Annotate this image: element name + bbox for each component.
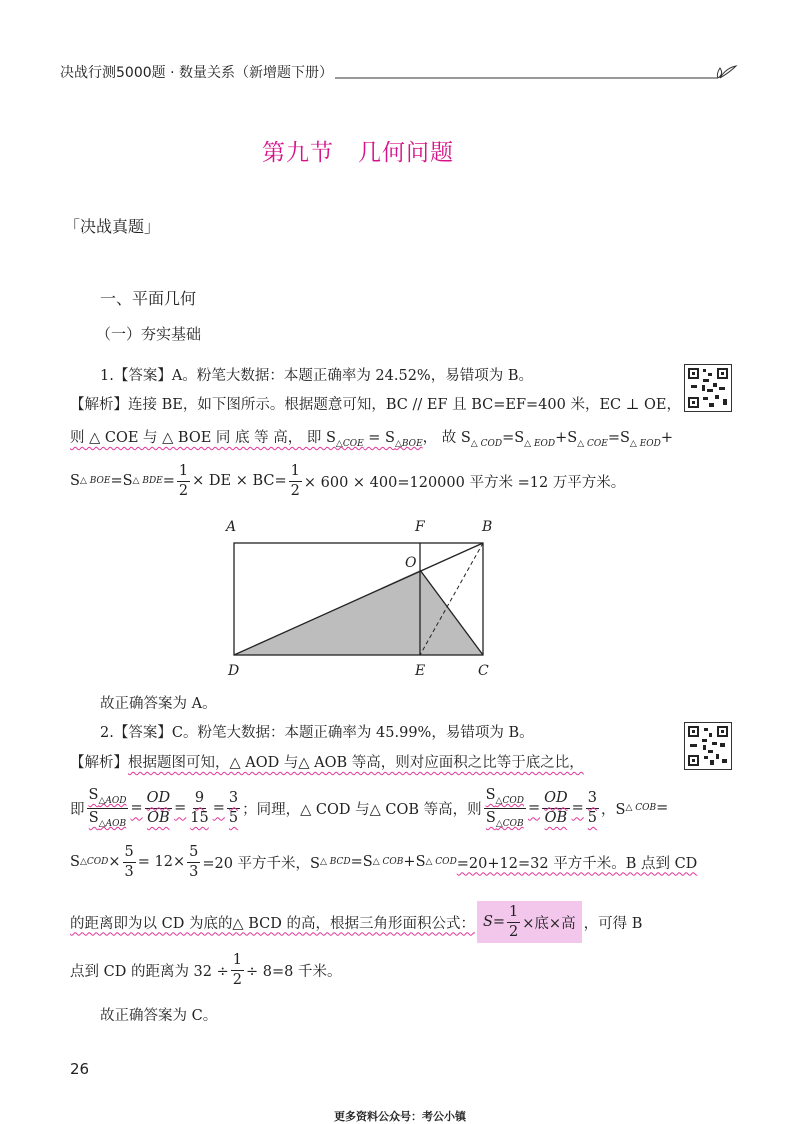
bracket-left-icon: 「 xyxy=(64,217,81,236)
q2-conclusion: 故正确答案为 C。 xyxy=(100,1008,218,1024)
label-box xyxy=(64,214,160,237)
footer-text: 更多资料公众号：考公小镇 xyxy=(334,1110,466,1123)
qr-icon xyxy=(685,365,731,411)
q1-answer-line xyxy=(100,364,533,385)
qr-code-2[interactable] xyxy=(684,722,732,770)
label-c: C xyxy=(478,663,489,679)
q1-analysis-line2: 则 △ COE 与 △ BOE 同 底 等 高， 即 $S_{\triangle COE} = S_{\triangle BOE}$， 故 $S_{\triangle COD}=S_{\triangle EOD}+S_{\triangle COE}=S_{\triangle EOD}+$ xyxy=(70,430,674,449)
geometry-figure xyxy=(220,515,510,680)
q1-answer-text: A。粉笔大数据：本题正确率为 24.52%，易错项为 B。 xyxy=(171,368,533,384)
q1-analysis-tag: 【解析】 xyxy=(70,397,128,413)
label-d: D xyxy=(228,663,240,679)
page-number: 26 xyxy=(70,1060,90,1078)
heading-1: 一、平面几何 xyxy=(100,289,197,308)
qr-code-1[interactable] xyxy=(684,364,732,412)
shaded-region xyxy=(234,570,483,655)
section-title: 第九节 几何问题 xyxy=(262,140,454,166)
q2-answer-line xyxy=(100,721,534,742)
q2-analysis-line5: 点到 CD 的距离为 32 ÷ $\frac{1}{2}$ ÷ 8=8 千米。 xyxy=(70,952,342,988)
label-e: E xyxy=(415,663,426,679)
q2-answer-tag: 【答案】 xyxy=(113,725,172,741)
label-a: A xyxy=(226,519,237,535)
label-b: B xyxy=(482,519,493,535)
q2-analysis-tag: 【解析】 xyxy=(70,755,128,771)
q2-analysis-line2: 即 $\frac{S_{\triangle AOD}}{S_{\triangle AOB}}$ = $\frac{OD}{OB}$ = $\frac{9}{15}$ = $\frac{3}{5}$ ；同理，△ COD 与△ COB 等高，则 $\frac{S_{\triangle COD}}{S_{\triangle COB}}$ = $\frac{OD}{OB}$ = $\frac{3}{5}$ ，S △ COB = xyxy=(70,787,669,829)
label-o: O xyxy=(405,555,417,571)
q1-analysis-line3: S △ BOE =S △ BDE = $\frac{1}{2}$ × DE × BC= $\frac{1}{2}$ × 600 × 400=120000 平方米 =12 万平方米。 xyxy=(70,463,626,499)
q1-analysis-text1: 连接 BE，如下图所示。根据题意可知，BC // EF 且 BC=EF=400 米，EC ⊥ OE， xyxy=(128,397,681,413)
qr-icon xyxy=(685,723,731,769)
header-rule xyxy=(0,50,800,90)
q2-number: 2. xyxy=(100,725,114,741)
q2-answer-text: C。粉笔大数据：本题正确率为 45.99%，易错项为 B。 xyxy=(171,725,534,741)
heading-2: （一）夯实基础 xyxy=(96,325,202,343)
sprout-icon xyxy=(717,66,736,78)
q1-analysis-line1 xyxy=(70,393,681,414)
formula-highlight: S= $\frac{1}{2}$ ×底×高 xyxy=(477,901,582,943)
label-box-text: 决战真题 xyxy=(80,217,145,236)
q2-analysis-line4: 的距离即为以 CD 为底的△ BCD 的高，根据三角形面积公式： S= $\frac{1}{2}$ ×底×高 ，可得 B xyxy=(70,901,642,943)
fraction: $\frac{1}{2}$ xyxy=(178,463,189,499)
bracket-right-icon: 」 xyxy=(144,217,161,236)
q2-analysis-text1: 根据题图可知，△ AOD 与△ AOB 等高，则对应面积之比等于底之比， xyxy=(128,755,584,771)
q2-analysis-line3: S △COD × $\frac{5}{3}$ = 12× $\frac{5}{3}$ =20 平方千米，S △ BCD =S △ COB +S △ COD =20+12=32 平方千米。B 点到 CD xyxy=(70,844,698,880)
label-f: F xyxy=(415,519,425,535)
q2-analysis-line1 xyxy=(70,751,584,772)
q1-conclusion: 故正确答案为 A。 xyxy=(100,696,217,712)
fraction: $\frac{1}{2}$ xyxy=(290,463,300,499)
q1-number: 1. xyxy=(100,368,114,384)
header-title: 决战行测5000题 · 数量关系（新增题下册） xyxy=(60,65,333,81)
q1-answer-tag: 【答案】 xyxy=(113,368,172,384)
